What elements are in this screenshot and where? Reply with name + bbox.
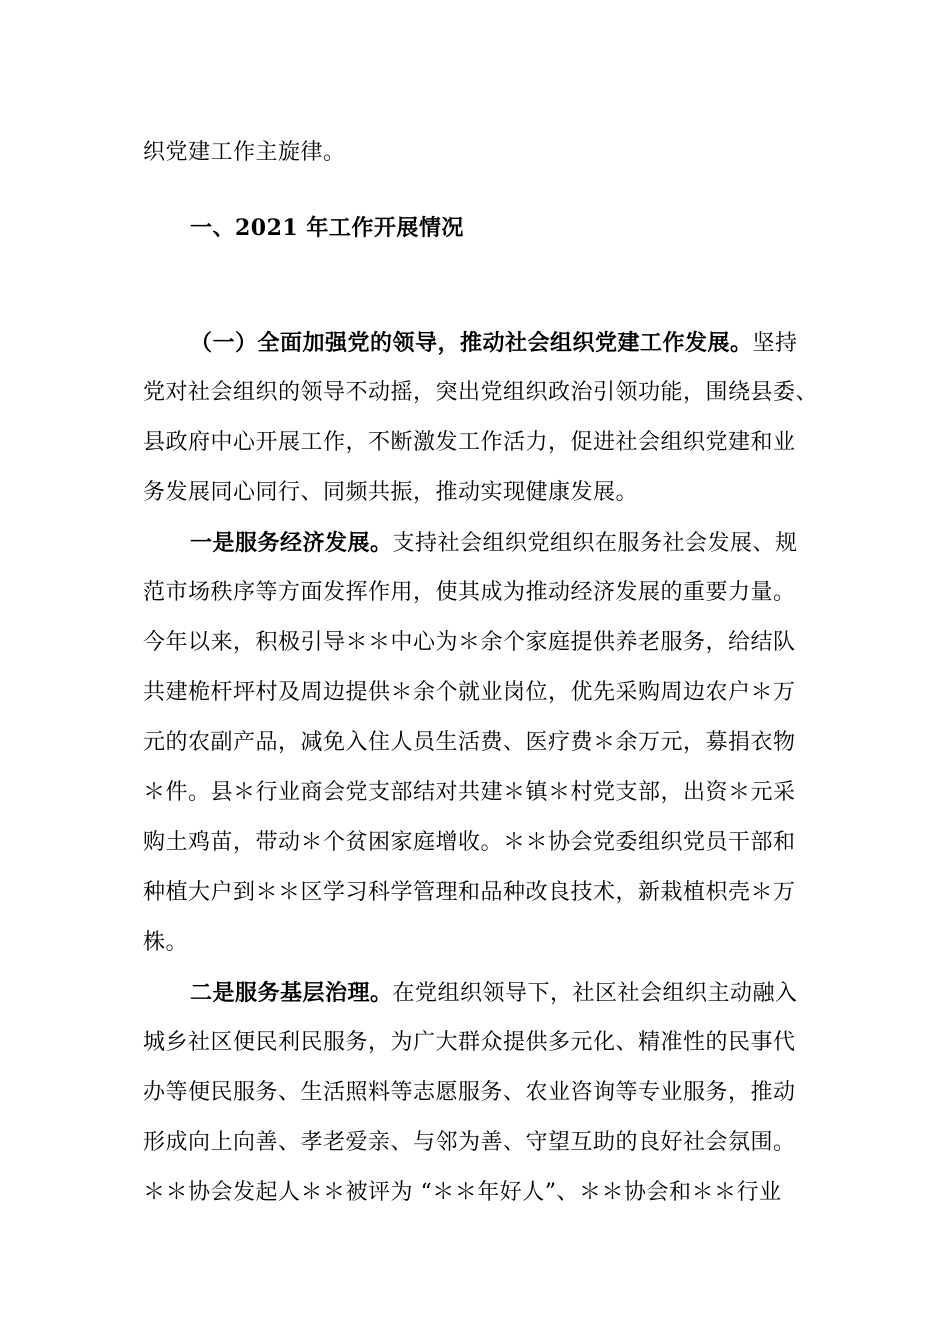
paragraph-line: [143, 138, 346, 168]
paragraph-line: [143, 1178, 782, 1208]
line-text: ＊件。县＊行业商会党支部结对共建＊镇＊村党支部，出资＊元采: [143, 780, 796, 805]
line-text: ＊＊协会发起人＊＊被评为 “＊＊年好人”、＊＊协会和＊＊行业: [143, 1180, 782, 1205]
paragraph-line: [143, 378, 818, 408]
line-text: 购土鸡苗，带动＊个贫困家庭增收。＊＊协会党委组织党员干部和: [143, 830, 796, 855]
paragraph-line: [143, 478, 638, 508]
paragraph-line: [143, 1078, 796, 1108]
paragraph-lead-line: [190, 978, 798, 1008]
line-text: 元的农副产品，减免入住人员生活费、医疗费＊余万元，募捐衣物: [143, 730, 796, 755]
paragraph-line: [143, 928, 188, 958]
paragraph-lead: 一是服务经济发展。: [190, 530, 393, 556]
heading-text: 一、2021 年工作开展情况: [190, 215, 464, 241]
paragraph-line: [143, 1128, 796, 1158]
line-text: 种植大户到＊＊区学习科学管理和品种改良技术，新栽植枳壳＊万: [143, 880, 796, 905]
line-text: 范市场秩序等方面发挥作用，使其成为推动经济发展的重要力量。: [143, 580, 796, 605]
line-text: 县政府中心开展工作，不断激发工作活力，促进社会组织党建和业: [143, 430, 796, 455]
line-text: 织党建工作主旋律。: [143, 140, 346, 165]
paragraph-lead: 二是服务基层治理。: [190, 980, 393, 1006]
paragraph-line: [143, 1028, 796, 1058]
line-text: 支持社会组织党组织在服务社会发展、规: [392, 531, 798, 556]
subsection-heading: （一）全面加强党的领导，推动社会组织党建工作发展。: [190, 330, 753, 356]
line-text: 株。: [143, 930, 189, 955]
paragraph-line: [143, 878, 796, 908]
paragraph-lead-line: [190, 528, 798, 558]
line-text: 形成向上向善、孝老爱亲、与邻为善、守望互助的良好社会氛围。: [143, 1130, 796, 1155]
line-text: 党对社会组织的领导不动摇，突出党组织政治引领功能，围绕县委、: [143, 380, 819, 405]
line-text: 坚持: [752, 331, 798, 356]
paragraph-line: [143, 578, 796, 608]
paragraph-line: [143, 778, 796, 808]
line-text: 共建桅杆坪村及周边提供＊余个就业岗位，优先采购周边农户＊万: [143, 680, 796, 705]
line-text: 在党组织领导下，社区社会组织主动融入: [392, 981, 798, 1006]
line-text: 办等便民服务、生活照料等志愿服务、农业咨询等专业服务，推动: [143, 1080, 796, 1105]
paragraph-line: [143, 428, 796, 458]
paragraph-line: [143, 828, 796, 858]
section-heading: [190, 213, 464, 243]
line-text: 城乡社区便民利民服务，为广大群众提供多元化、精准性的民事代: [143, 1030, 796, 1055]
line-text: 今年以来，积极引导＊＊中心为＊余个家庭提供养老服务，给结队: [143, 630, 796, 655]
line-text: 务发展同心同行、同频共振，推动实现健康发展。: [143, 480, 639, 505]
paragraph-line: [143, 628, 796, 658]
paragraph-line: [143, 678, 796, 708]
paragraph-line: [143, 728, 796, 758]
subsection-heading-line: [190, 328, 798, 358]
